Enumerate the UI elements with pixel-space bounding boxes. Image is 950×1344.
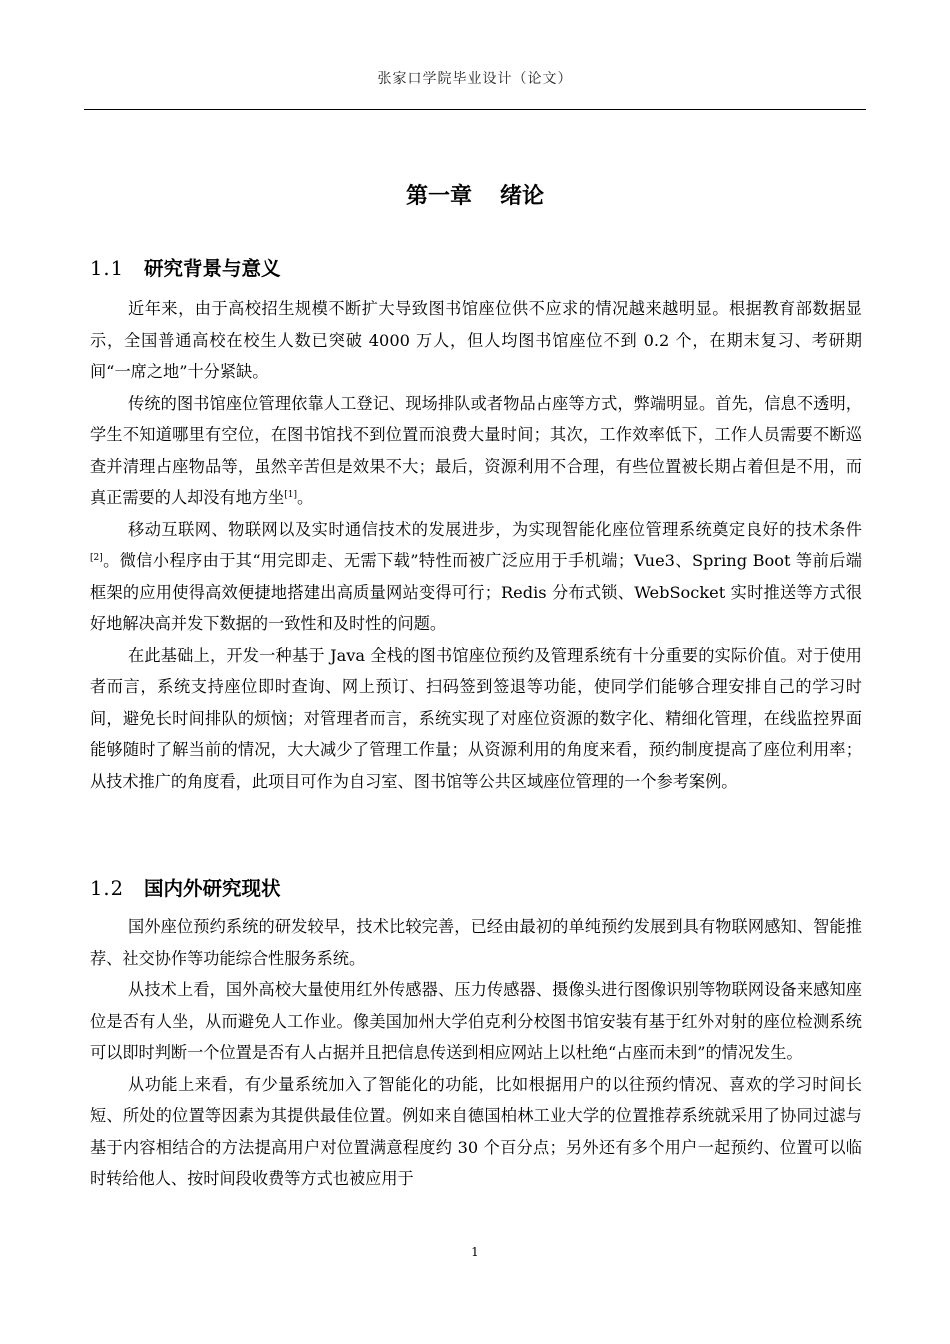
citation-ref: [2] — [90, 553, 103, 563]
paragraph: 近年来，由于高校招生规模不断扩大导致图书馆座位供不应求的情况越来越明显。根据教育部数据显示，全国普通高校在校生人数已突破 4000 万人，但人均图书馆座位不到 0.2 个，在期末复习、考研期间“一席之地”十分紧缺。 — [90, 299, 862, 381]
paragraph — [90, 514, 862, 640]
paragraph-text: 传统的图书馆座位管理依靠人工登记、现场排队或者物品占座等方式，弊端明显。首先，信息不透明，学生不知道哪里有空位，在图书馆找不到位置而浪费大量时间；其次，工作效率低下，工作人员需要不断巡查并清理占座物品等，虽然辛苦但是效果不大；最后，资源利用不合理，有些位置被长期占着但是不用，而真正需要的人却没有地方坐 — [90, 393, 862, 507]
chapter-title: 绪论 — [500, 184, 545, 209]
section-title: 研究背景与意义 — [144, 257, 281, 280]
section-number: 1.2 — [90, 877, 125, 900]
page-number: 1 — [471, 1245, 479, 1259]
citation-ref: [1] — [284, 490, 297, 500]
chapter-number: 第一章 — [405, 184, 472, 209]
paragraph-text: 移动互联网、物联网以及实时通信技术的发展进步，为实现智能化座位管理系统奠定良好的技术条件 — [128, 519, 862, 539]
section-number: 1.1 — [90, 257, 125, 280]
paragraph-text: 。 — [297, 488, 314, 507]
section-body-1-1 — [90, 293, 862, 797]
running-header: 张家口学院毕业设计（论文） — [377, 71, 573, 87]
paragraph: 国外座位预约系统的研发较早，技术比较完善，已经由最初的单纯预约发展到具有物联网感知、智能推荐、社交协作等功能综合性服务系统。 — [90, 917, 862, 968]
chapter-heading — [84, 179, 866, 210]
section-heading-1-1 — [90, 253, 866, 281]
header-rule — [84, 109, 866, 110]
paragraph-text: 。微信小程序由于其“用完即走、无需下载”特性而被广泛应用于手机端；Vue3、Spring Boot 等前后端框架的应用使得高效便捷地搭建出高质量网站变得可行；Redis 分布式锁、WebSocket 实时推送等方式很好地解决高并发下数据的一致性和及时性的问题。 — [90, 551, 862, 633]
paragraph: 从功能上来看，有少量系统加入了智能化的功能，比如根据用户的以往预约情况、喜欢的学习时间长短、所处的位置等因素为其提供最佳位置。例如来自德国柏林工业大学的位置推荐系统就采用了协同过滤与基于内容相结合的方法提高用户对位置满意程度约 30 个百分点；另外还有多个用户一起预约、位置可以临时转给他人、按时间段收费等方式也被应用于 — [90, 1074, 862, 1188]
section-body-1-2 — [90, 911, 862, 1195]
paragraph — [90, 388, 862, 514]
paragraph: 在此基础上，开发一种基于 Java 全栈的图书馆座位预约及管理系统有十分重要的实际价值。对于使用者而言，系统支持座位即时查询、网上预订、扫码签到签退等功能，使同学们能够合理安排自己的学习时间，避免长时间排队的烦恼；对管理者而言，系统实现了对座位资源的数字化、精细化管理，在线监控界面能够随时了解当前的情况，大大减少了管理工作量；从资源利用的角度来看，预约制度提高了座位利用率；从技术推广的角度看，此项目可作为自习室、图书馆等公共区域座位管理的一个参考案例。 — [90, 645, 862, 791]
section-title: 国内外研究现状 — [144, 877, 281, 900]
section-heading-1-2 — [90, 873, 866, 901]
paragraph: 从技术上看，国外高校大量使用红外传感器、压力传感器、摄像头进行图像识别等物联网设备来感知座位是否有人坐，从而避免人工作业。像美国加州大学伯克利分校图书馆安装有基于红外对射的座位检测系统可以即时判断一个位置是否有人占据并且把信息传送到相应网站上以杜绝“占座而未到”的情况发生。 — [90, 980, 862, 1062]
